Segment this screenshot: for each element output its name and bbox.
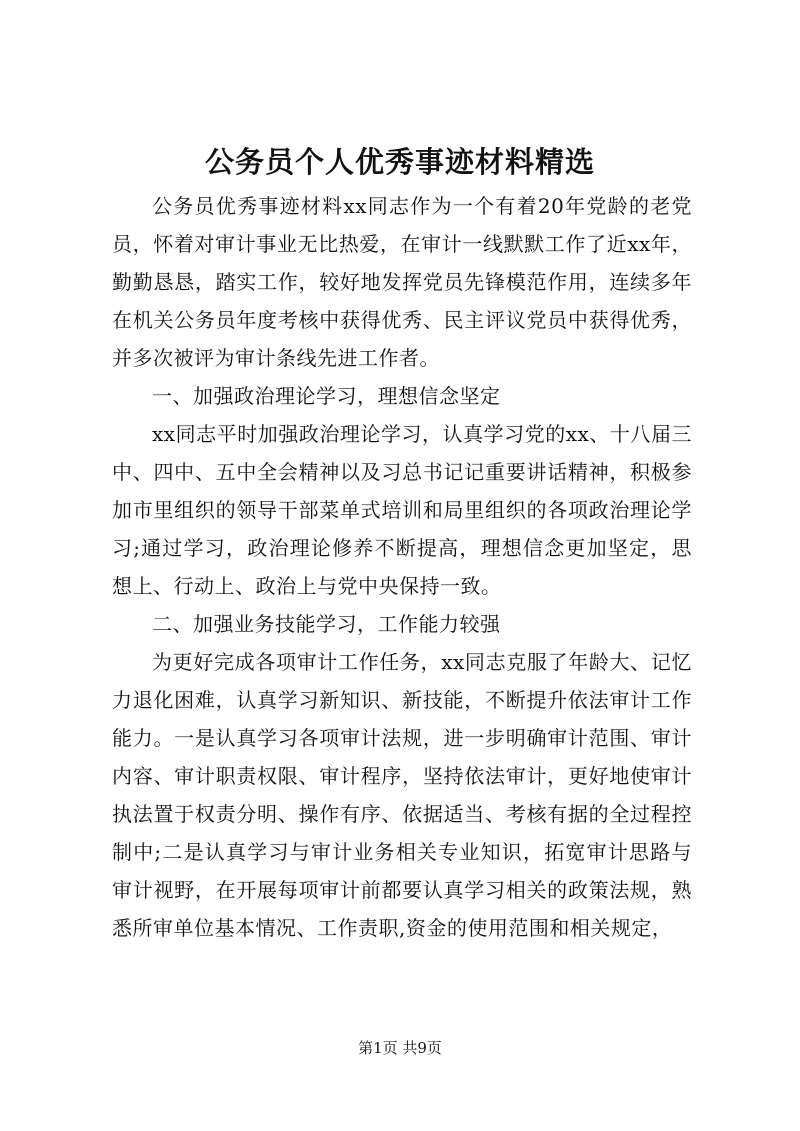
document-body [112,187,692,947]
section-heading-2: 二、加强业务技能学习，工作能力较强 [152,612,501,636]
paragraph-intro: 公务员优秀事迹材料xx同志作为一个有着20年党龄的老党员，怀着对审计事业无比热爱，在审计一线默默工作了近xx年，勤勤恳恳，踏实工作，较好地发挥党员先锋模范作用，连续多年在机关公务员年度考核中获得优秀、民主评议党员中获得优秀，并多次被评为审计条线先进工作者。 [112,194,692,370]
section-heading-1: 一、加强政治理论学习，理想信念坚定 [152,384,501,408]
document-title: 公务员个人优秀事迹材料精选 [204,145,595,179]
page-footer: 第1页 共9页 [358,1039,442,1057]
paragraph-section-2: 为更好完成各项审计工作任务，xx同志克服了年龄大、记忆力退化困难，认真学习新知识、新技能，不断提升依法审计工作能力。一是认真学习各项审计法规，进一步明确审计范围、审计内容、审计职责权限、审计程序，坚持依法审计，更好地使审计执法置于权责分明、操作有序、依据适当、考核有据的全过程控制中;二是认真学习与审计业务相关专业知识，拓宽审计思路与审计视野，在开展每项审计前都要认真学习相关的政策法规，熟悉所审单位基本情况、工作责职,资金的使用范围和相关规定， [112,650,692,940]
paragraph-section-1: xx同志平时加强政治理论学习，认真学习党的xx、十八届三中、四中、五中全会精神以及习总书记记重要讲话精神，积极参加市里组织的领导干部菜单式培训和局里组织的各项政治理论学习;通过学习，政治理论修养不断提高，理想信念更加坚定，思想上、行动上、政治上与党中央保持一致。 [112,422,692,598]
